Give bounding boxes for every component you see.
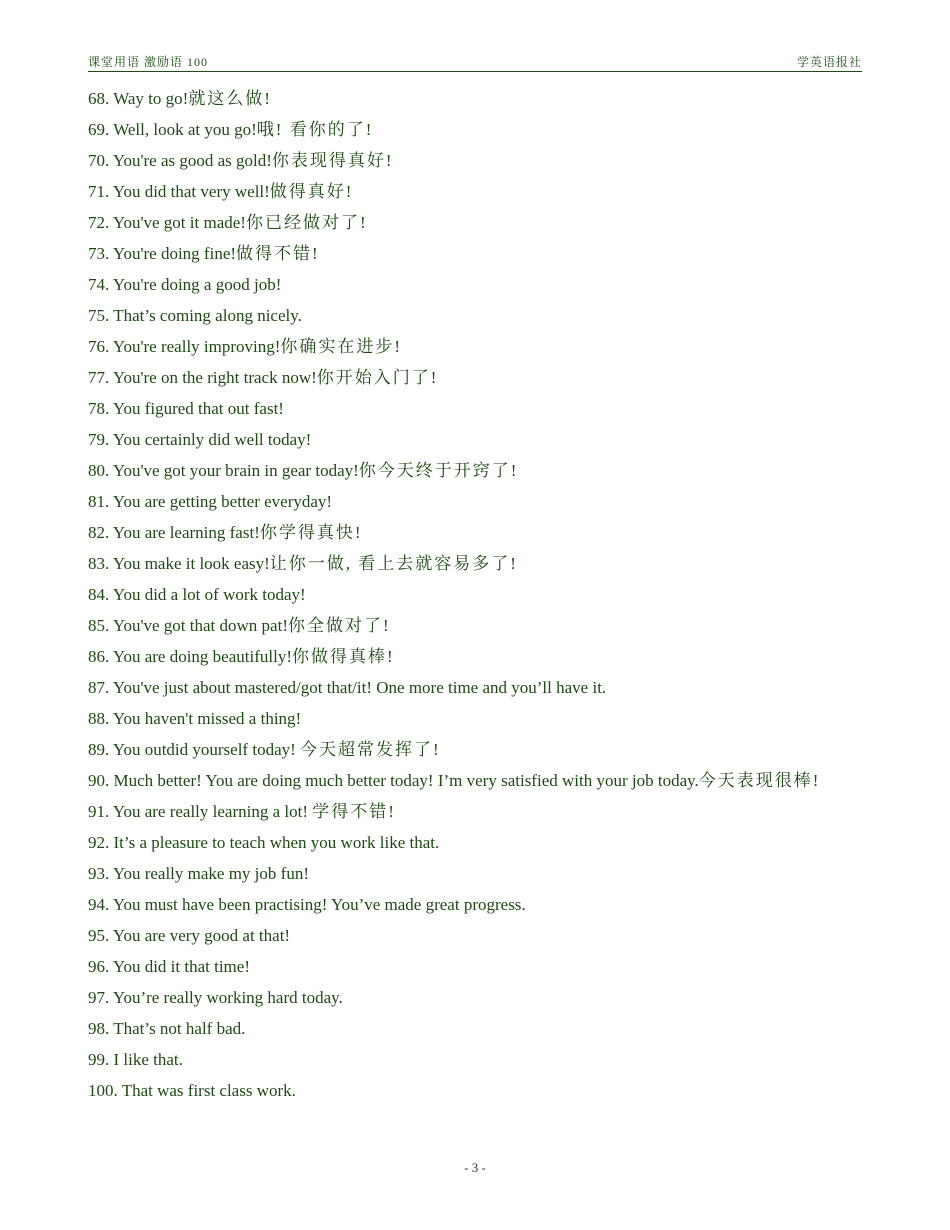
phrase-en: 71. You did that very well! [88, 182, 270, 201]
phrase-en: 97. You’re really working hard today. [88, 988, 343, 1007]
phrase-item-79 [88, 424, 864, 455]
phrase-en: 94. You must have been practising! You’ve made great progress. [88, 895, 526, 914]
phrase-item-71 [88, 176, 864, 207]
phrase-item-88 [88, 703, 864, 734]
phrase-zh: 做得真好! [269, 182, 354, 201]
phrase-item-82 [88, 517, 864, 548]
phrase-item-92 [88, 827, 864, 858]
phrase-en: 70. You're as good as gold! [88, 151, 272, 170]
header-publisher: 学英语报社 [796, 55, 862, 69]
phrase-en: 76. You're really improving! [88, 337, 281, 356]
phrase-item-85 [88, 610, 864, 641]
phrase-en: 89. You outdid yourself today! [88, 740, 301, 759]
page-number: - 3 - [464, 1160, 486, 1175]
phrase-item-95 [88, 920, 864, 951]
phrase-zh: 你表现得真好! [271, 151, 394, 170]
phrase-zh: 学得不错! [312, 802, 396, 821]
phrase-en: 98. That’s not half bad. [88, 1019, 246, 1038]
phrase-en: 72. You've got it made! [88, 213, 246, 232]
phrase-en: 79. You certainly did well today! [88, 430, 312, 449]
phrase-en: 82. You are learning fast! [88, 523, 260, 542]
phrase-item-69 [88, 114, 864, 145]
phrase-item-83 [88, 548, 864, 579]
phrase-item-91 [88, 796, 864, 827]
phrase-zh: 你全做对了! [287, 616, 391, 635]
phrase-item-90 [88, 765, 864, 796]
phrase-en: 95. You are very good at that! [88, 926, 291, 945]
phrase-zh: 今天超常发挥了! [300, 740, 441, 759]
phrase-item-93 [88, 858, 864, 889]
phrase-item-98 [88, 1013, 864, 1044]
phrase-en: 74. You're doing a good job! [88, 275, 282, 294]
phrase-list [88, 83, 864, 1106]
phrase-item-70 [88, 145, 864, 176]
phrase-en: 86. You are doing beautifully! [88, 647, 292, 666]
header-title: 课堂用语 激励语 100 [88, 55, 209, 69]
phrase-item-77 [88, 362, 864, 393]
phrase-en: 93. You really make my job fun! [88, 864, 309, 883]
phrase-en: 83. You make it look easy! [88, 554, 270, 573]
phrase-en: 85. You've got that down pat! [88, 616, 288, 635]
phrase-zh: 哦! 看你的了! [256, 120, 374, 139]
phrase-item-78 [88, 393, 864, 424]
phrase-zh: 今天表现很棒! [698, 771, 821, 790]
phrase-en: 88. You haven't missed a thing! [88, 709, 302, 728]
phrase-en: 90. Much better! You are doing much better today! I’m very satisfied with your job today. [88, 771, 699, 790]
phrase-en: 75. That’s coming along nicely. [88, 306, 302, 325]
phrase-en: 80. You've got your brain in gear today! [88, 461, 359, 480]
phrase-en: 91. You are really learning a lot! [88, 802, 313, 821]
phrase-item-74 [88, 269, 864, 300]
phrase-item-89 [88, 734, 864, 765]
phrase-zh: 你开始入门了! [316, 368, 439, 387]
phrase-en: 77. You're on the right track now! [88, 368, 317, 387]
phrase-en: 99. I like that. [88, 1050, 183, 1069]
phrase-item-100 [88, 1075, 864, 1106]
phrase-item-99 [88, 1044, 864, 1075]
phrase-en: 81. You are getting better everyday! [88, 492, 333, 511]
phrase-item-86 [88, 641, 864, 672]
phrase-en: 100. That was first class work. [88, 1081, 296, 1100]
phrase-en: 73. You're doing fine! [88, 244, 237, 263]
phrase-item-76 [88, 331, 864, 362]
phrase-en: 87. You've just about mastered/got that/it! One more time and you’ll have it. [88, 678, 607, 697]
phrase-item-81 [88, 486, 864, 517]
page-header [88, 53, 862, 72]
phrase-zh: 你做得真棒! [291, 647, 395, 666]
phrase-en: 96. You did it that time! [88, 957, 250, 976]
phrase-item-80 [88, 455, 864, 486]
phrase-en: 78. You figured that out fast! [88, 399, 284, 418]
phrase-en: 84. You did a lot of work today! [88, 585, 306, 604]
phrase-item-73 [88, 238, 864, 269]
phrase-item-68 [88, 83, 864, 114]
phrase-item-75 [88, 300, 864, 331]
phrase-zh: 让你一做, 看上去就容易多了! [269, 554, 518, 573]
phrase-item-87 [88, 672, 864, 703]
phrase-zh: 你已经做对了! [245, 213, 368, 232]
phrase-item-94 [88, 889, 864, 920]
phrase-zh: 你确实在进步! [280, 337, 403, 356]
phrase-item-84 [88, 579, 864, 610]
phrase-zh: 你今天终于开窍了! [358, 461, 519, 480]
phrase-item-72 [88, 207, 864, 238]
phrase-zh: 就这么做! [188, 89, 272, 108]
phrase-en: 68. Way to go! [88, 89, 189, 108]
phrase-zh: 做得不错! [236, 244, 320, 263]
phrase-en: 92. It’s a pleasure to teach when you work like that. [88, 833, 440, 852]
phrase-item-96 [88, 951, 864, 982]
phrase-en: 69. Well, look at you go! [88, 120, 257, 139]
phrase-item-97 [88, 982, 864, 1013]
phrase-zh: 你学得真快! [259, 523, 363, 542]
